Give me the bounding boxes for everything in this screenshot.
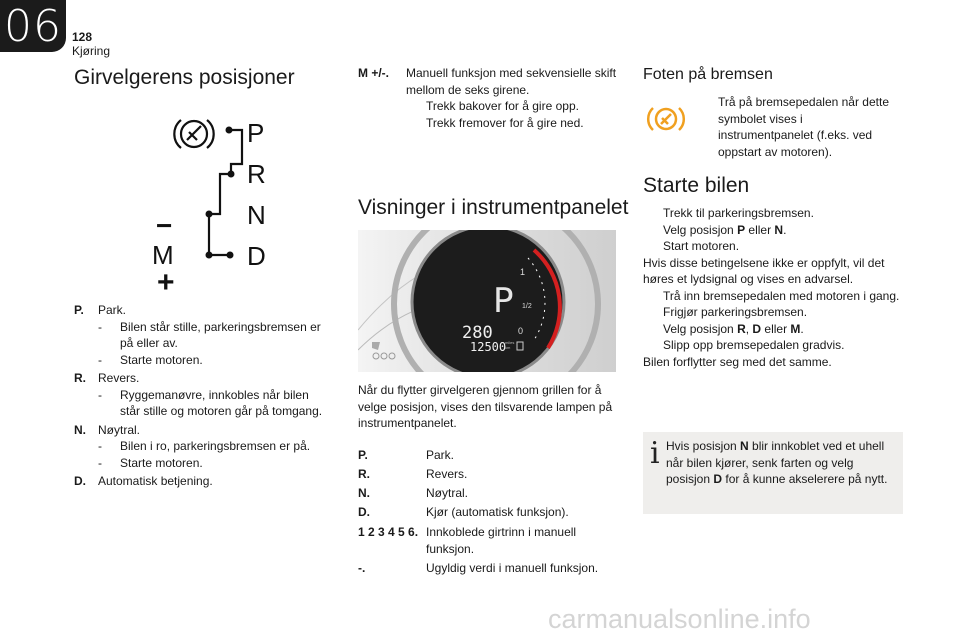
def-value: Park. bbox=[426, 448, 455, 462]
def-d bbox=[74, 473, 332, 490]
cluster-gear-indicator: P bbox=[493, 281, 514, 321]
gear-label-n: N bbox=[247, 200, 266, 230]
step-text: Trekk til parkeringsbremsen. bbox=[663, 206, 814, 220]
def-value: Innkoblede girtrinn i manuell funksjon. bbox=[426, 525, 577, 556]
def-value: Ugyldig verdi i manuell funksjon. bbox=[426, 561, 599, 575]
dash: - bbox=[98, 319, 102, 334]
checkbox-bullet-icon bbox=[643, 337, 663, 354]
checkbox-bullet-icon bbox=[643, 304, 663, 321]
def-sub: Bilen står stille, parkeringsbremsen er på eller av. bbox=[120, 319, 321, 350]
def-label: Revers. bbox=[98, 371, 140, 385]
manual-mode-block bbox=[358, 65, 620, 131]
brake-text: Trå på bremsepedalen når dette symbolet vises i instrumentpanelet (f.eks. ved oppstart av motoren). bbox=[718, 95, 889, 159]
gear-label-p: P bbox=[247, 118, 265, 148]
manual-text: Manuell funksjon med sekvensielle skift mellom de seks girene. bbox=[406, 66, 617, 97]
cluster-title: Visninger i instrumentpanelet bbox=[358, 196, 629, 219]
manual-bullet: Trekk bakover for å gire opp. bbox=[426, 99, 579, 113]
def-key: P. bbox=[74, 303, 84, 317]
start-steps bbox=[643, 205, 913, 370]
def-sub: Bilen i ro, parkeringsbremsen er på. bbox=[120, 439, 311, 453]
manual-m-label: M bbox=[152, 240, 174, 270]
manual-key: M +/-. bbox=[358, 66, 390, 80]
instrument-cluster-image bbox=[358, 230, 616, 372]
checkbox-bullet-icon bbox=[643, 222, 663, 239]
dash: - bbox=[98, 352, 102, 367]
checkbox-bullet-icon bbox=[698, 94, 718, 160]
def-key: N. bbox=[74, 422, 86, 437]
def-key: D. bbox=[74, 474, 86, 488]
def-p bbox=[74, 302, 332, 319]
dash: - bbox=[98, 455, 102, 470]
chapter-tab: 06 bbox=[0, 0, 66, 52]
manual-plus: + bbox=[157, 266, 175, 292]
def-key: -. bbox=[358, 561, 366, 575]
def-value: Nøytral. bbox=[426, 486, 468, 500]
step-text: Start motoren. bbox=[663, 239, 740, 253]
def-key: D. bbox=[358, 505, 370, 519]
checkbox-bullet-icon bbox=[406, 115, 426, 132]
fuel-empty-label: 0 bbox=[518, 326, 524, 336]
def-key: 1 2 3 4 5 6. bbox=[358, 525, 419, 539]
gear-positions-title: Girvelgerens posisjoner bbox=[74, 66, 295, 89]
step-text: Slipp opp bremsepedalen gradvis. bbox=[663, 338, 845, 352]
def-sub: Ryggemanøvre, innkobles når bilen står stille og motoren går på tomgang. bbox=[120, 387, 323, 418]
gear-selector-diagram bbox=[150, 112, 280, 292]
step-text: Trå inn bremsepedalen med motoren i gang. bbox=[663, 288, 900, 303]
gear-label-r: R bbox=[247, 159, 266, 189]
dash: - bbox=[98, 439, 102, 453]
checkbox-bullet-icon bbox=[643, 321, 663, 338]
checkbox-bullet-icon bbox=[643, 205, 663, 222]
def-label: Nøytral. bbox=[98, 422, 140, 437]
info-icon: i bbox=[650, 436, 660, 471]
fuel-half-label: 1/2 bbox=[522, 303, 532, 310]
def-key: N. bbox=[358, 486, 370, 500]
brake-pedal-icon bbox=[174, 120, 213, 148]
brake-instruction bbox=[698, 94, 898, 160]
def-sub: Starte motoren. bbox=[120, 352, 203, 367]
def-value: Revers. bbox=[426, 467, 468, 481]
def-sub: Starte motoren. bbox=[120, 455, 203, 470]
watermark: carmanualsonline.info bbox=[548, 604, 811, 634]
section-name: Kjøring bbox=[72, 44, 111, 58]
odometer-unit-top: miles bbox=[505, 340, 515, 345]
def-value: Kjør (automatisk funksjon). bbox=[426, 505, 569, 519]
cluster-paragraph: Når du flytter girvelgeren gjennom grillen for å velge posisjon, vises den tilsvarende lampen på instrumentpanelet. bbox=[358, 383, 613, 430]
def-label: Automatisk betjening. bbox=[98, 474, 213, 488]
start-warning-paragraph: Hvis disse betingelsene ikke er oppfylt, vil det høres et lydsignal og vises en advarsel. bbox=[643, 255, 885, 286]
def-key: P. bbox=[358, 448, 368, 462]
manual-minus: − bbox=[156, 210, 173, 241]
checkbox-bullet-icon bbox=[643, 288, 663, 305]
gear-label-d: D bbox=[247, 241, 266, 271]
brake-foot-warning-icon bbox=[645, 104, 687, 134]
step-text: Velg posisjon R, D eller M. bbox=[663, 321, 804, 336]
def-n bbox=[74, 422, 332, 439]
checkbox-bullet-icon bbox=[406, 98, 426, 115]
fuel-full-label: 1 bbox=[520, 267, 526, 277]
def-key: R. bbox=[74, 371, 86, 385]
gear-definitions bbox=[74, 302, 332, 490]
cluster-odometer: 12500 bbox=[470, 340, 507, 354]
def-key: R. bbox=[358, 467, 370, 481]
step-text: Frigjør parkeringsbremsen. bbox=[663, 305, 808, 319]
start-final-line: Bilen forflytter seg med det samme. bbox=[643, 354, 832, 369]
odometer-unit-bottom: km bbox=[505, 345, 511, 350]
checkbox-bullet-icon bbox=[643, 238, 663, 255]
manual-bullet: Trekk fremover for å gire ned. bbox=[426, 115, 584, 130]
brake-title: Foten på bremsen bbox=[643, 66, 773, 83]
step-text: Velg posisjon P eller N. bbox=[663, 222, 787, 237]
info-text: Hvis posisjon N blir innkoblet ved et uhell når bilen kjører, senk farten og velg posisjon D for å kunne akselerere på nytt. bbox=[666, 439, 888, 486]
page-number: 128 bbox=[72, 30, 93, 44]
cluster-definitions bbox=[358, 446, 620, 578]
dash: - bbox=[98, 387, 102, 402]
def-r bbox=[74, 370, 332, 387]
cluster-speed: 280 bbox=[462, 323, 493, 343]
def-label: Park. bbox=[98, 303, 127, 317]
start-title: Starte bilen bbox=[643, 174, 750, 197]
